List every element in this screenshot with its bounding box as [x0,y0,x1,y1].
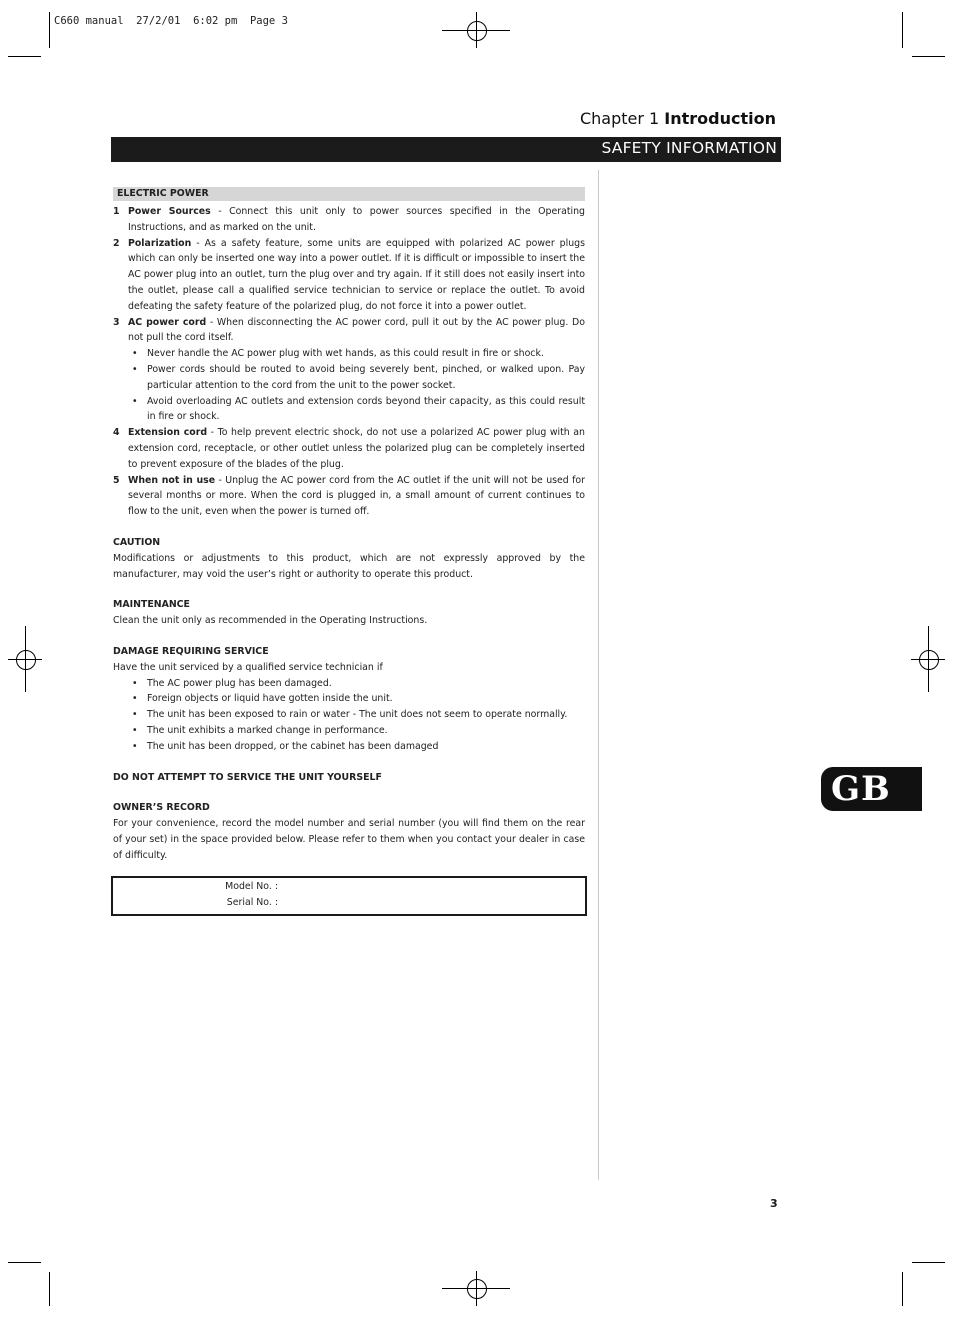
maintenance-text: Clean the unit only as recommended in the Operating Instructions. [113,615,428,627]
chapter-heading [580,109,776,128]
damage-intro: Have the unit serviced by a qualified service technician if [113,661,383,673]
chapter-prefix: Chapter 1 [579,109,660,128]
caution-heading: CAUTION [113,536,161,548]
chapter-title: Introduction [664,109,776,128]
bullet-item: • Power cords should be routed to avoid being severely bent, pinched, or walked upon. Pay particular attention to the cord from the unit to the power socket. [132,363,585,391]
bullet-item: • Foreign objects or liquid have gotten inside the unit. [132,693,393,705]
main-column [113,187,585,916]
list-item: 5 When not in use - Unplug the AC power cord from the AC outlet if the unit will not be used for several months or more. When the cord is plugged in, a small amount of current continues to flow to the unit, even when the power is turned off. [113,474,586,518]
caution-text: Modifications or adjustments to this product, which are not expressly approved by the manufacturer, may void the user’s right or authority to operate this product. [113,552,585,580]
list-item: 3 AC power cord - When disconnecting the AC power cord, pull it out by the AC power plug. Do not pull the cord itself. [113,316,585,344]
owners-record-heading: OWNER’S RECORD [113,802,210,814]
banner-title: SAFETY INFORMATION [601,139,777,157]
bullet-item: • The AC power plug has been damaged. [132,677,332,689]
bullet-item: • Never handle the AC power plug with wet hands, as this could result in fire or shock. [132,348,544,360]
section-banner [111,137,781,162]
language-tab-label: GB [831,769,891,809]
list-item: 2 Polarization - As a safety feature, some units are equipped with polarized AC power plugs which can only be inserted one way into a power outlet. If it is difficult or impossible to insert the AC power plug into an outlet, turn the plug over and try again. If it still does not easily insert into the outlet, please call a qualified service technician to service or replace the outlet. To avoid defeating the safety feature of the polarized plug, do not force it into a power outlet. [113,237,585,312]
model-number-label: Model No. : [225,881,278,893]
no-service-heading: DO NOT ATTEMPT TO SERVICE THE UNIT YOURSELF [113,771,382,783]
serial-number-label: Serial No. : [226,897,278,909]
list-item: 4 Extension cord - To help prevent electric shock, do not use a polarized AC power plug with an extension cord, receptacle, or other outlet unless the polarized plug can be completely inserted to prevent exposure of the blades of the plug. [113,427,585,470]
print-slug: C660 manual 27/2/01 6:02 pm Page 3 [54,15,288,27]
page-number: 3 [770,1197,778,1210]
damage-heading: DAMAGE REQUIRING SERVICE [113,645,269,657]
bullet-item: • Avoid overloading AC outlets and extension cords beyond their capacity, as this could result in fire or shock. [132,395,585,423]
owners-record-text: For your convenience, record the model number and serial number (you will find them on the rear of your set) in the space provided below. Please refer to them when you contact your dealer in case of difficulty. [113,818,585,861]
bullet-item: • The unit exhibits a marked change in performance. [132,724,388,736]
list-item: 1 Power Sources - Connect this unit only to power sources specified in the Operating Instructions, and as marked on the unit. [113,206,585,233]
column-divider [598,170,599,1180]
bullet-item: • The unit has been exposed to rain or water - The unit does not seem to operate normally. [132,709,568,721]
bullet-item: • The unit has been dropped, or the cabinet has been damaged [132,740,439,752]
electric-power-heading: ELECTRIC POWER [113,187,585,201]
maintenance-heading: MAINTENANCE [113,599,190,611]
language-tab [821,767,922,811]
owners-record-box [111,876,587,916]
